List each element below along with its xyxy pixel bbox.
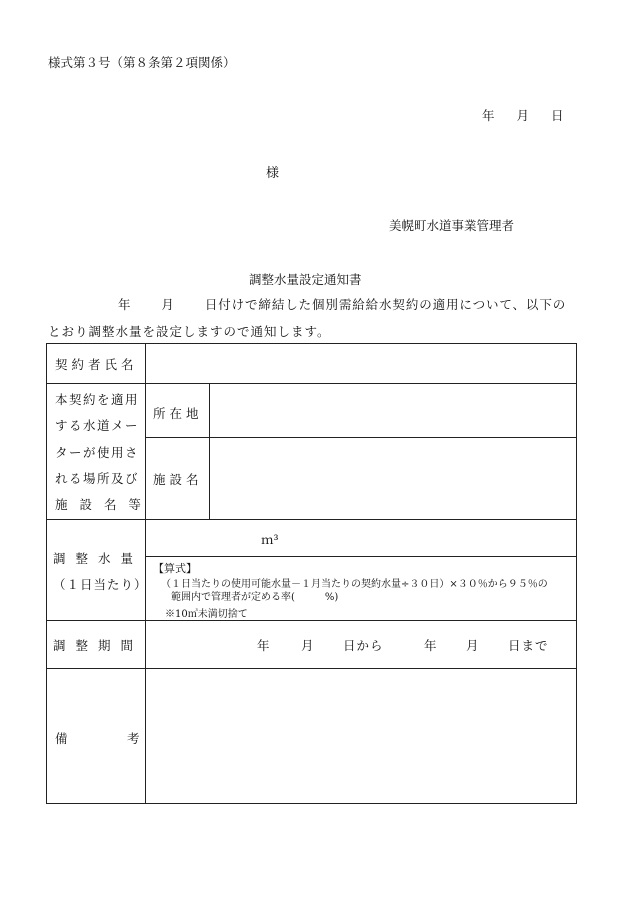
meter-label-line: 施 設 名 等 xyxy=(55,497,145,512)
period-from: 日から xyxy=(343,638,384,653)
period-label: 調整期間 xyxy=(53,638,144,653)
formula-note: ※10㎥未満切捨て xyxy=(165,609,248,620)
volume-label: 調整水量 xyxy=(53,551,144,566)
formula-line-1: （１日当たりの使用可能水量－１月当たりの契約水量÷３０日）×３０％から９５％の xyxy=(161,579,548,590)
period-year-1: 年 xyxy=(257,638,270,653)
page-title: 調整水量設定通知書 xyxy=(249,272,362,287)
date-year: 年 xyxy=(482,108,495,123)
period-to: 日まで xyxy=(508,638,549,653)
contractor-name-label: 契約者氏名 xyxy=(55,357,138,372)
formula-line-2: 範囲内で管理者が定める率( %) xyxy=(171,592,339,603)
date-day: 日 xyxy=(551,108,564,123)
remarks-field[interactable] xyxy=(146,669,576,803)
facility-label: 施設名 xyxy=(153,472,203,487)
period-month-2: 月 xyxy=(466,638,479,653)
period-month-1: 月 xyxy=(301,638,314,653)
remarks-label-1: 備 xyxy=(55,731,68,746)
body-line-1 xyxy=(118,295,566,313)
remarks-label-2: 考 xyxy=(127,731,140,746)
issue-date xyxy=(482,106,564,124)
facility-field[interactable] xyxy=(210,438,576,519)
volume-sub-label: （１日当たり） xyxy=(53,577,148,592)
meter-label-line: れる場所及び xyxy=(55,471,140,486)
body-line-1-rest: 日付けで締結した個別需給給水契約の適用について、以下の xyxy=(204,297,567,312)
table-row-line xyxy=(47,620,576,621)
meter-label-line: 本契約を適用 xyxy=(55,392,140,407)
body-line-2: とおり調整水量を設定しますので通知します。 xyxy=(48,324,331,339)
date-month: 月 xyxy=(516,108,530,123)
form-number: 様式第３号（第８条第２項関係） xyxy=(48,55,236,70)
body-month: 月 xyxy=(161,297,175,312)
location-field[interactable] xyxy=(210,384,576,437)
period-year-2: 年 xyxy=(424,638,437,653)
meter-label-line: する水道メー xyxy=(55,418,140,433)
contractor-name-field[interactable] xyxy=(146,344,576,383)
location-label: 所在地 xyxy=(153,406,203,421)
body-year: 年 xyxy=(118,297,132,312)
addressee-suffix: 様 xyxy=(266,166,280,181)
sender: 美幌町水道事業管理者 xyxy=(389,218,515,233)
table-row-line xyxy=(145,556,576,557)
formula-title: 【算式】 xyxy=(153,562,197,575)
table-row-line xyxy=(47,519,576,520)
contract-table xyxy=(46,343,577,804)
volume-field[interactable] xyxy=(146,520,256,556)
meter-label-line: ターが使用さ xyxy=(55,445,140,460)
volume-unit: ｍ³ xyxy=(261,532,279,547)
